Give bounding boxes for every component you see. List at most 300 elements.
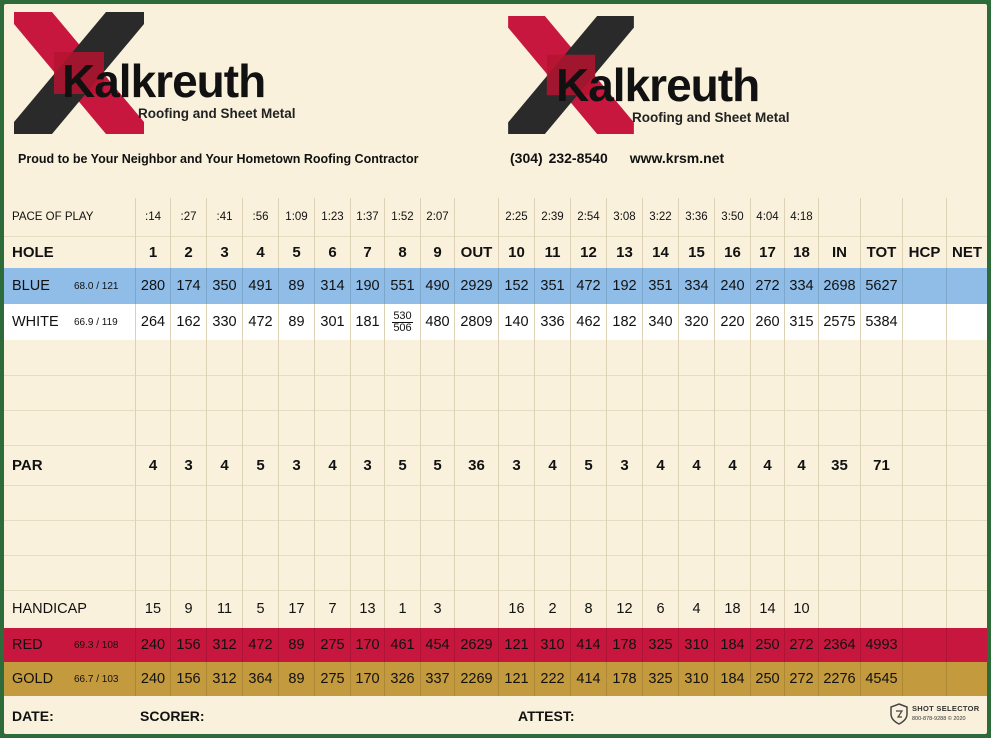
gold-cell: 4545 (860, 662, 902, 696)
score-entry-cell[interactable] (750, 410, 784, 445)
score-entry-cell[interactable] (534, 340, 570, 375)
score-entry-cell[interactable] (350, 520, 384, 555)
red-label (4, 628, 135, 662)
score-entry-cell[interactable] (350, 340, 384, 375)
score-entry-cell[interactable] (242, 375, 278, 410)
shot-selector-logo (890, 702, 985, 728)
pace-cell: 2:25 (498, 198, 534, 236)
score-entry-cell[interactable] (350, 485, 384, 520)
brand-name: Kalkreuth (62, 55, 266, 107)
score-entry-cell[interactable] (678, 520, 714, 555)
score-entry-cell[interactable] (642, 340, 678, 375)
score-entry-cell[interactable] (606, 410, 642, 445)
score-entry-cell[interactable] (206, 410, 242, 445)
contact-info (510, 150, 746, 166)
blue-cell: 334 (784, 268, 818, 304)
score-entry-cell[interactable] (454, 375, 498, 410)
white-cell: 162 (170, 304, 206, 340)
blue-label (4, 268, 135, 304)
score-entry-cell[interactable] (818, 485, 860, 520)
score-entry-cell[interactable] (314, 555, 350, 590)
score-entry-cell[interactable] (860, 520, 902, 555)
handicap-row (4, 590, 987, 629)
score-entry-cell[interactable] (818, 520, 860, 555)
score-entry-cell[interactable] (314, 340, 350, 375)
blue-cell: 350 (206, 268, 242, 304)
score-entry-cell[interactable] (498, 410, 534, 445)
white-cell: 340 (642, 304, 678, 340)
hole-row (4, 236, 987, 269)
blank-label (4, 340, 135, 375)
score-entry-cell[interactable] (714, 555, 750, 590)
red-cell (946, 628, 987, 662)
handicap-cell: 12 (606, 590, 642, 628)
score-entry-cell[interactable] (902, 410, 946, 445)
score-entry-cell[interactable] (818, 555, 860, 590)
white-cell: 264 (135, 304, 170, 340)
score-entry-cell[interactable] (278, 410, 314, 445)
par-cell: 5 (570, 445, 606, 485)
score-entry-cell[interactable] (642, 485, 678, 520)
scorecard (4, 4, 987, 734)
gold-cell: 222 (534, 662, 570, 696)
score-entry-cell[interactable] (946, 410, 987, 445)
blank-label (4, 410, 135, 445)
blank-score-row (4, 375, 987, 411)
score-entry-cell[interactable] (860, 375, 902, 410)
score-entry-cell[interactable] (784, 520, 818, 555)
pace-cell: 1:23 (314, 198, 350, 236)
score-entry-cell[interactable] (314, 520, 350, 555)
blue-cell: 314 (314, 268, 350, 304)
handicap-cell: 14 (750, 590, 784, 628)
white-cell: 315 (784, 304, 818, 340)
score-entry-cell[interactable] (678, 555, 714, 590)
gold-cell: 310 (678, 662, 714, 696)
red-cell: 414 (570, 628, 606, 662)
hole-cell: OUT (454, 236, 498, 268)
score-entry-cell[interactable] (278, 340, 314, 375)
white-hole8-split (392, 311, 412, 334)
score-entry-cell[interactable] (860, 340, 902, 375)
handicap-cell: 17 (278, 590, 314, 628)
par-cell: 4 (750, 445, 784, 485)
score-entry-cell[interactable] (384, 340, 420, 375)
par-cell: 4 (714, 445, 750, 485)
score-entry-cell[interactable] (606, 340, 642, 375)
handicap-cell: 18 (714, 590, 750, 628)
score-entry-cell[interactable] (498, 485, 534, 520)
score-entry-cell[interactable] (642, 410, 678, 445)
hole-cell: 5 (278, 236, 314, 268)
score-entry-cell[interactable] (860, 410, 902, 445)
red-cell: 2629 (454, 628, 498, 662)
score-entry-cell[interactable] (946, 485, 987, 520)
score-entry-cell[interactable] (420, 485, 454, 520)
score-entry-cell[interactable] (135, 485, 170, 520)
score-entry-cell[interactable] (902, 520, 946, 555)
score-entry-cell[interactable] (498, 375, 534, 410)
blue-cell: 174 (170, 268, 206, 304)
score-entry-cell[interactable] (206, 555, 242, 590)
score-entry-cell[interactable] (206, 375, 242, 410)
par-cell: 36 (454, 445, 498, 485)
red-cell: 310 (678, 628, 714, 662)
score-entry-cell[interactable] (534, 410, 570, 445)
pace-cell: 3:50 (714, 198, 750, 236)
score-entry-cell[interactable] (242, 555, 278, 590)
score-entry-cell[interactable] (454, 485, 498, 520)
handicap-cell: 11 (206, 590, 242, 628)
par-cell: 5 (242, 445, 278, 485)
pace-cell: 3:36 (678, 198, 714, 236)
score-entry-cell[interactable] (420, 520, 454, 555)
hole-label (4, 236, 135, 268)
score-entry-cell[interactable] (902, 485, 946, 520)
handicap-cell: 13 (350, 590, 384, 628)
gold-cell: 337 (420, 662, 454, 696)
score-entry-cell[interactable] (454, 520, 498, 555)
score-entry-cell[interactable] (642, 555, 678, 590)
par-cell: 4 (678, 445, 714, 485)
score-entry-cell[interactable] (606, 520, 642, 555)
blue-cell: 5627 (860, 268, 902, 304)
blue-cell: 272 (750, 268, 784, 304)
blue-cell: 240 (714, 268, 750, 304)
date-label: DATE: (12, 708, 54, 724)
pace-cell: 4:04 (750, 198, 784, 236)
pace-cell: 2:07 (420, 198, 454, 236)
score-entry-cell[interactable] (860, 555, 902, 590)
score-entry-cell[interactable] (314, 485, 350, 520)
white-hole8-top: 530 (393, 309, 412, 322)
gold-row (4, 662, 987, 696)
score-entry-cell[interactable] (498, 555, 534, 590)
white-cell: 301 (314, 304, 350, 340)
hole-cell: IN (818, 236, 860, 268)
score-entry-cell[interactable] (784, 375, 818, 410)
score-entry-cell[interactable] (420, 410, 454, 445)
phone-number: (304) 232-8540 (510, 150, 608, 166)
score-entry-cell[interactable] (570, 520, 606, 555)
score-entry-cell[interactable] (714, 520, 750, 555)
score-entry-cell[interactable] (750, 375, 784, 410)
gold-label-text: GOLD (12, 671, 54, 687)
gold-cell: 240 (135, 662, 170, 696)
pace-cell (818, 198, 860, 236)
blue-cell: 472 (570, 268, 606, 304)
blue-cell: 491 (242, 268, 278, 304)
score-entry-cell[interactable] (170, 520, 206, 555)
pace-cell: 1:09 (278, 198, 314, 236)
hole-cell: 9 (420, 236, 454, 268)
white-rating: 66.9 / 119 (74, 316, 118, 328)
handicap-cell: 6 (642, 590, 678, 628)
score-entry-cell[interactable] (454, 340, 498, 375)
score-entry-cell[interactable] (750, 555, 784, 590)
par-cell: 4 (784, 445, 818, 485)
score-entry-cell[interactable] (350, 555, 384, 590)
blank-score-row (4, 340, 987, 376)
logo-left (14, 12, 334, 132)
pace-cell (946, 198, 987, 236)
score-entry-cell[interactable] (946, 555, 987, 590)
gold-cell: 250 (750, 662, 784, 696)
pace-cell (860, 198, 902, 236)
score-entry-cell[interactable] (946, 520, 987, 555)
hole-cell: 11 (534, 236, 570, 268)
par-cell: 4 (135, 445, 170, 485)
gold-cell: 156 (170, 662, 206, 696)
score-entry-cell[interactable] (678, 340, 714, 375)
score-entry-cell[interactable] (384, 410, 420, 445)
score-entry-cell[interactable] (242, 520, 278, 555)
pace-cell: :14 (135, 198, 170, 236)
red-cell (902, 628, 946, 662)
score-entry-cell[interactable] (750, 485, 784, 520)
score-entry-cell[interactable] (714, 485, 750, 520)
handicap-cell: 7 (314, 590, 350, 628)
score-entry-cell[interactable] (818, 375, 860, 410)
white-cell (902, 304, 946, 340)
red-cell: 472 (242, 628, 278, 662)
score-entry-cell[interactable] (570, 485, 606, 520)
logo-right (508, 16, 828, 136)
handicap-cell (454, 590, 498, 628)
gold-cell: 170 (350, 662, 384, 696)
score-entry-cell[interactable] (384, 375, 420, 410)
score-entry-cell[interactable] (135, 375, 170, 410)
score-entry-cell[interactable] (278, 520, 314, 555)
score-entry-cell[interactable] (784, 485, 818, 520)
score-entry-cell[interactable] (534, 555, 570, 590)
gold-cell: 325 (642, 662, 678, 696)
hole-cell: 2 (170, 236, 206, 268)
red-cell: 184 (714, 628, 750, 662)
par-label (4, 445, 135, 485)
red-cell: 4993 (860, 628, 902, 662)
score-entry-cell[interactable] (860, 485, 902, 520)
par-cell (902, 445, 946, 485)
par-cell: 3 (498, 445, 534, 485)
score-entry-cell[interactable] (135, 340, 170, 375)
score-entry-cell[interactable] (206, 520, 242, 555)
score-entry-cell[interactable] (946, 375, 987, 410)
white-cell: 320 (678, 304, 714, 340)
score-entry-cell[interactable] (678, 485, 714, 520)
pace-cell: 1:37 (350, 198, 384, 236)
score-entry-cell[interactable] (946, 340, 987, 375)
white-cell: 462 (570, 304, 606, 340)
score-entry-cell[interactable] (534, 485, 570, 520)
par-cell: 71 (860, 445, 902, 485)
score-entry-cell[interactable] (784, 410, 818, 445)
red-cell: 156 (170, 628, 206, 662)
score-entry-cell[interactable] (242, 485, 278, 520)
score-entry-cell[interactable] (818, 340, 860, 375)
score-entry-cell[interactable] (534, 520, 570, 555)
score-entry-cell[interactable] (135, 555, 170, 590)
score-entry-cell[interactable] (454, 410, 498, 445)
score-entry-cell[interactable] (135, 410, 170, 445)
score-entry-cell[interactable] (902, 375, 946, 410)
blue-label-text: BLUE (12, 278, 50, 294)
score-entry-cell[interactable] (420, 555, 454, 590)
score-entry-cell[interactable] (902, 555, 946, 590)
score-entry-cell[interactable] (350, 375, 384, 410)
blank-label (4, 375, 135, 410)
hole-cell: NET (946, 236, 987, 268)
gold-cell: 414 (570, 662, 606, 696)
blue-cell: 551 (384, 268, 420, 304)
score-entry-cell[interactable] (678, 410, 714, 445)
score-entry-cell[interactable] (170, 485, 206, 520)
blank-label (4, 520, 135, 555)
score-entry-cell[interactable] (170, 410, 206, 445)
par-cell: 3 (350, 445, 384, 485)
red-cell: 454 (420, 628, 454, 662)
score-entry-cell[interactable] (420, 340, 454, 375)
par-cell: 35 (818, 445, 860, 485)
hole-cell: 13 (606, 236, 642, 268)
white-cell (946, 304, 987, 340)
score-entry-cell[interactable] (278, 375, 314, 410)
score-entry-cell[interactable] (750, 340, 784, 375)
white-cell: 181 (350, 304, 384, 340)
red-cell: 2364 (818, 628, 860, 662)
white-cell: 472 (242, 304, 278, 340)
hole-cell: 15 (678, 236, 714, 268)
score-entry-cell[interactable] (570, 410, 606, 445)
score-entry-cell[interactable] (750, 520, 784, 555)
blank-label (4, 555, 135, 590)
white-cell: 330 (206, 304, 242, 340)
score-entry-cell[interactable] (384, 485, 420, 520)
gold-label (4, 662, 135, 696)
handicap-cell: 15 (135, 590, 170, 628)
score-entry-cell[interactable] (498, 520, 534, 555)
brand-subtitle: Roofing and Sheet Metal (632, 110, 790, 125)
score-entry-cell[interactable] (314, 375, 350, 410)
pace-label (4, 198, 135, 236)
gold-cell (902, 662, 946, 696)
score-entry-cell[interactable] (278, 555, 314, 590)
hole-cell: 6 (314, 236, 350, 268)
score-entry-cell[interactable] (206, 340, 242, 375)
red-cell: 325 (642, 628, 678, 662)
website: www.krsm.net (629, 150, 725, 166)
par-cell: 3 (170, 445, 206, 485)
shot-selector-info: 800-878-9288 © 2020 (912, 716, 966, 722)
white-hole8-bottom: 506 (393, 321, 412, 334)
red-cell: 240 (135, 628, 170, 662)
gold-cell: 364 (242, 662, 278, 696)
par-cell (946, 445, 987, 485)
score-entry-cell[interactable] (170, 340, 206, 375)
brand-subtitle: Roofing and Sheet Metal (138, 106, 296, 121)
score-entry-cell[interactable] (350, 410, 384, 445)
handicap-cell: 9 (170, 590, 206, 628)
score-entry-cell[interactable] (784, 555, 818, 590)
score-entry-cell[interactable] (714, 375, 750, 410)
score-entry-cell[interactable] (498, 340, 534, 375)
score-entry-cell[interactable] (242, 410, 278, 445)
score-entry-cell[interactable] (534, 375, 570, 410)
handicap-cell: 2 (534, 590, 570, 628)
score-entry-cell[interactable] (902, 340, 946, 375)
score-entry-cell[interactable] (642, 520, 678, 555)
hole-cell: 16 (714, 236, 750, 268)
score-entry-cell[interactable] (606, 375, 642, 410)
handicap-cell: 4 (678, 590, 714, 628)
score-entry-cell[interactable] (384, 520, 420, 555)
blue-cell: 351 (642, 268, 678, 304)
score-entry-cell[interactable] (784, 340, 818, 375)
score-entry-cell[interactable] (135, 520, 170, 555)
handicap-cell: 10 (784, 590, 818, 628)
score-entry-cell[interactable] (570, 340, 606, 375)
blank-score-row (4, 520, 987, 556)
score-entry-cell[interactable] (714, 340, 750, 375)
score-entry-cell[interactable] (384, 555, 420, 590)
score-entry-cell[interactable] (242, 340, 278, 375)
handicap-cell (818, 590, 860, 628)
score-entry-cell[interactable] (314, 410, 350, 445)
score-entry-cell[interactable] (170, 375, 206, 410)
blue-cell: 152 (498, 268, 534, 304)
hole-cell: 4 (242, 236, 278, 268)
score-entry-cell[interactable] (570, 555, 606, 590)
score-entry-cell[interactable] (278, 485, 314, 520)
gold-cell: 89 (278, 662, 314, 696)
pace-cell (454, 198, 498, 236)
score-entry-cell[interactable] (570, 375, 606, 410)
red-cell: 312 (206, 628, 242, 662)
blank-score-row (4, 410, 987, 446)
white-cell (384, 304, 420, 340)
par-cell: 5 (420, 445, 454, 485)
score-entry-cell[interactable] (818, 410, 860, 445)
white-label-text: WHITE (12, 314, 59, 330)
score-entry-cell[interactable] (678, 375, 714, 410)
score-entry-cell[interactable] (606, 485, 642, 520)
score-entry-cell[interactable] (606, 555, 642, 590)
handicap-label (4, 590, 135, 628)
attest-label: ATTEST: (518, 708, 575, 724)
score-entry-cell[interactable] (170, 555, 206, 590)
blue-cell: 2698 (818, 268, 860, 304)
blue-cell: 89 (278, 268, 314, 304)
red-cell: 461 (384, 628, 420, 662)
par-row (4, 445, 987, 486)
gold-cell: 121 (498, 662, 534, 696)
red-cell: 310 (534, 628, 570, 662)
blue-cell: 190 (350, 268, 384, 304)
score-entry-cell[interactable] (420, 375, 454, 410)
score-entry-cell[interactable] (714, 410, 750, 445)
score-entry-cell[interactable] (642, 375, 678, 410)
score-entry-cell[interactable] (454, 555, 498, 590)
par-label-text: PAR (12, 456, 43, 474)
gold-cell: 326 (384, 662, 420, 696)
handicap-cell (946, 590, 987, 628)
pace-cell: 2:54 (570, 198, 606, 236)
white-label (4, 304, 135, 340)
red-cell: 170 (350, 628, 384, 662)
par-cell: 4 (642, 445, 678, 485)
score-entry-cell[interactable] (206, 485, 242, 520)
tagline: Proud to be Your Neighbor and Your Hometown Roofing Contractor (18, 152, 419, 166)
